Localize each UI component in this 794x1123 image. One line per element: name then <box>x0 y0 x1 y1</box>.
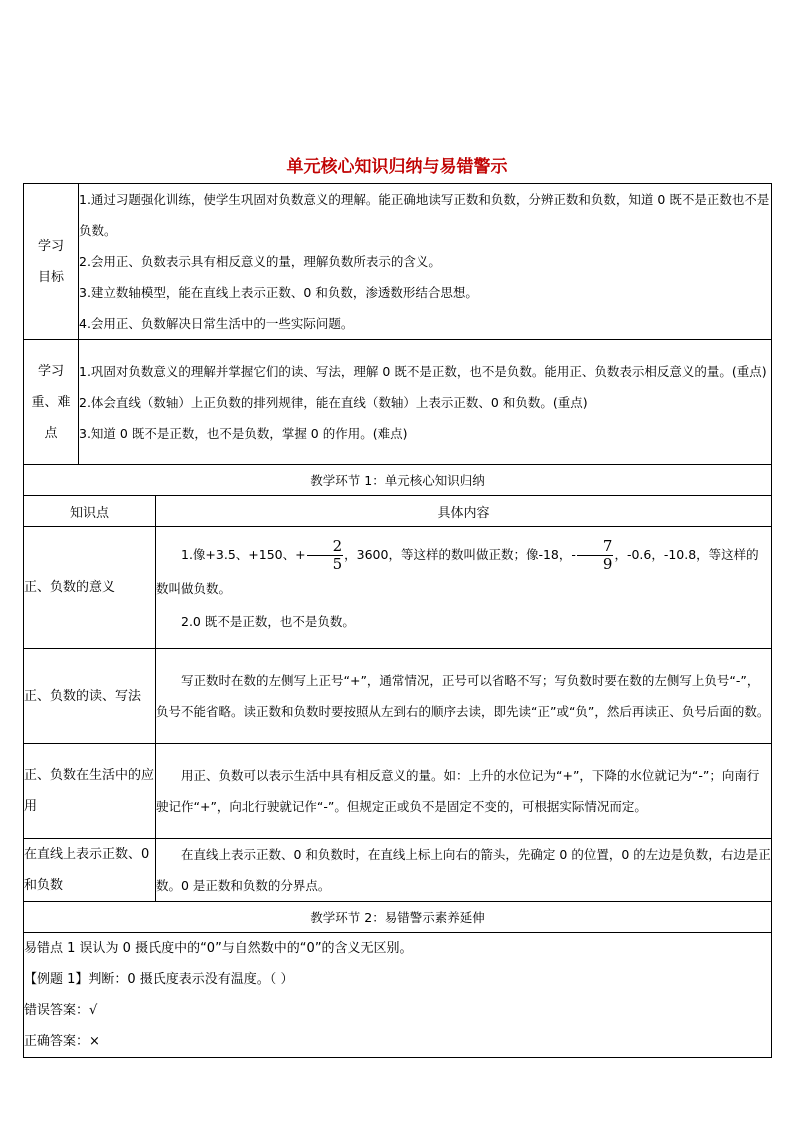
knowledge-point: 正、负数的读、写法 <box>24 649 156 744</box>
knowledge-point: 在直线上表示正数、0 和负数 <box>24 839 156 902</box>
error-point-line: 易错点 1 误认为 0 摄氏度中的“0”与自然数中的“0”的含义无区别。 <box>24 941 413 956</box>
section1-title: 教学环节 1：单元核心知识归纳 <box>24 465 772 496</box>
column-header-knowledge: 知识点 <box>24 496 156 527</box>
objective-item: 4.会用正、负数解决日常生活中的一些实际问题。 <box>79 316 354 331</box>
section2-title: 教学环节 2：易错警示素养延伸 <box>24 902 772 933</box>
meaning-text-a: 1.像+3.5、+150、+ <box>181 546 306 562</box>
correct-answer-line: 正确答案：× <box>24 1034 100 1049</box>
column-header-content: 具体内容 <box>156 496 772 527</box>
meaning-line-1 <box>156 538 771 605</box>
knowledge-row <box>24 527 772 649</box>
objectives-label-line: 学习 <box>37 238 64 254</box>
fraction-numerator: 7 <box>577 539 614 556</box>
wrong-answer-line: 错误答案：√ <box>24 1003 98 1018</box>
fraction-denominator: 5 <box>332 554 343 573</box>
knowledge-point: 正、负数在生活中的应用 <box>24 744 156 839</box>
error-warning-row <box>24 933 772 1058</box>
key-points-label-line: 学习 <box>37 363 64 379</box>
section1-title-row <box>24 465 772 496</box>
objective-item: 2.会用正、负数表示具有相反意义的量，理解负数所表示的含义。 <box>79 254 441 269</box>
knowledge-text: 在直线上表示正数、0 和负数时，在直线上标上向右的箭头，先确定 0 的位置，0 的左边是负数，右边是正数。0 是正数和负数的分界点。 <box>156 847 771 893</box>
knowledge-content <box>156 839 772 902</box>
key-points-label-line: 点 <box>44 425 58 441</box>
objective-item: 1.通过习题强化训练，使学生巩固对负数意义的理解。能正确地读写正数和负数，分辨正数和负数，知道 0 既不是正数也不是负数。 <box>79 192 770 238</box>
lesson-table <box>23 183 772 1058</box>
meaning-text-c: ，-0.6，-10.8，等这样的数叫做负数。 <box>156 546 759 596</box>
objectives-content <box>79 184 772 340</box>
error-warning-content <box>24 933 772 1058</box>
key-points-content <box>79 340 772 465</box>
fraction-seven-ninths <box>577 536 614 573</box>
meaning-line-2: 2.0 既不是正数，也不是负数。 <box>181 613 355 629</box>
knowledge-text: 写正数时在数的左侧写上正号“+”，通常情况，正号可以省略不写；写负数时要在数的左侧写上负号“-”，负号不能省略。读正数和负数时要按照从左到右的顺序去读，即先读“正”或“负”，然后再读正、负号后面的数。 <box>156 673 770 719</box>
objectives-row <box>24 184 772 340</box>
objectives-label-line: 目标 <box>37 269 64 285</box>
key-points-label <box>24 340 79 465</box>
knowledge-content <box>156 649 772 744</box>
objectives-label <box>24 184 79 340</box>
knowledge-row <box>24 839 772 902</box>
key-point-item: 2.体会直线（数轴）上正负数的排列规律，能在直线（数轴）上表示正数、0 和负数。(重点) <box>79 394 588 410</box>
knowledge-row <box>24 744 772 839</box>
meaning-text-b: ，3600，等这样的数叫做正数；像-18，- <box>344 546 576 562</box>
knowledge-row <box>24 649 772 744</box>
objective-item: 3.建立数轴模型，能在直线上表示正数、0 和负数，渗透数形结合思想。 <box>79 285 478 300</box>
key-points-row <box>24 340 772 465</box>
fraction-two-fifths <box>307 536 344 573</box>
knowledge-content <box>156 527 772 649</box>
knowledge-point: 正、负数的意义 <box>24 527 156 649</box>
fraction-numerator: 2 <box>307 539 344 556</box>
fraction-denominator: 9 <box>602 554 613 573</box>
knowledge-content <box>156 744 772 839</box>
page-title: 单元核心知识归纳与易错警示 <box>286 157 508 177</box>
section2-title-row <box>24 902 772 933</box>
knowledge-text: 用正、负数可以表示生活中具有相反意义的量。如：上升的水位记为“+”，下降的水位就记为“-”；向南行驶记作“+”，向北行驶就记作“-”。但规定正或负不是固定不变的，可根据实际情况而定。 <box>156 768 760 814</box>
key-points-label-line: 重、难 <box>31 394 71 410</box>
key-point-item: 1.巩固对负数意义的理解并掌握它们的读、写法，理解 0 既不是正数，也不是负数。能用正、负数表示相反意义的量。(重点) <box>79 363 767 379</box>
example-line: 【例题 1】判断：0 摄氏度表示没有温度。（ ） <box>24 972 294 987</box>
key-point-item: 3.知道 0 既不是正数，也不是负数，掌握 0 的作用。(难点) <box>79 425 408 441</box>
column-header-row <box>24 496 772 527</box>
